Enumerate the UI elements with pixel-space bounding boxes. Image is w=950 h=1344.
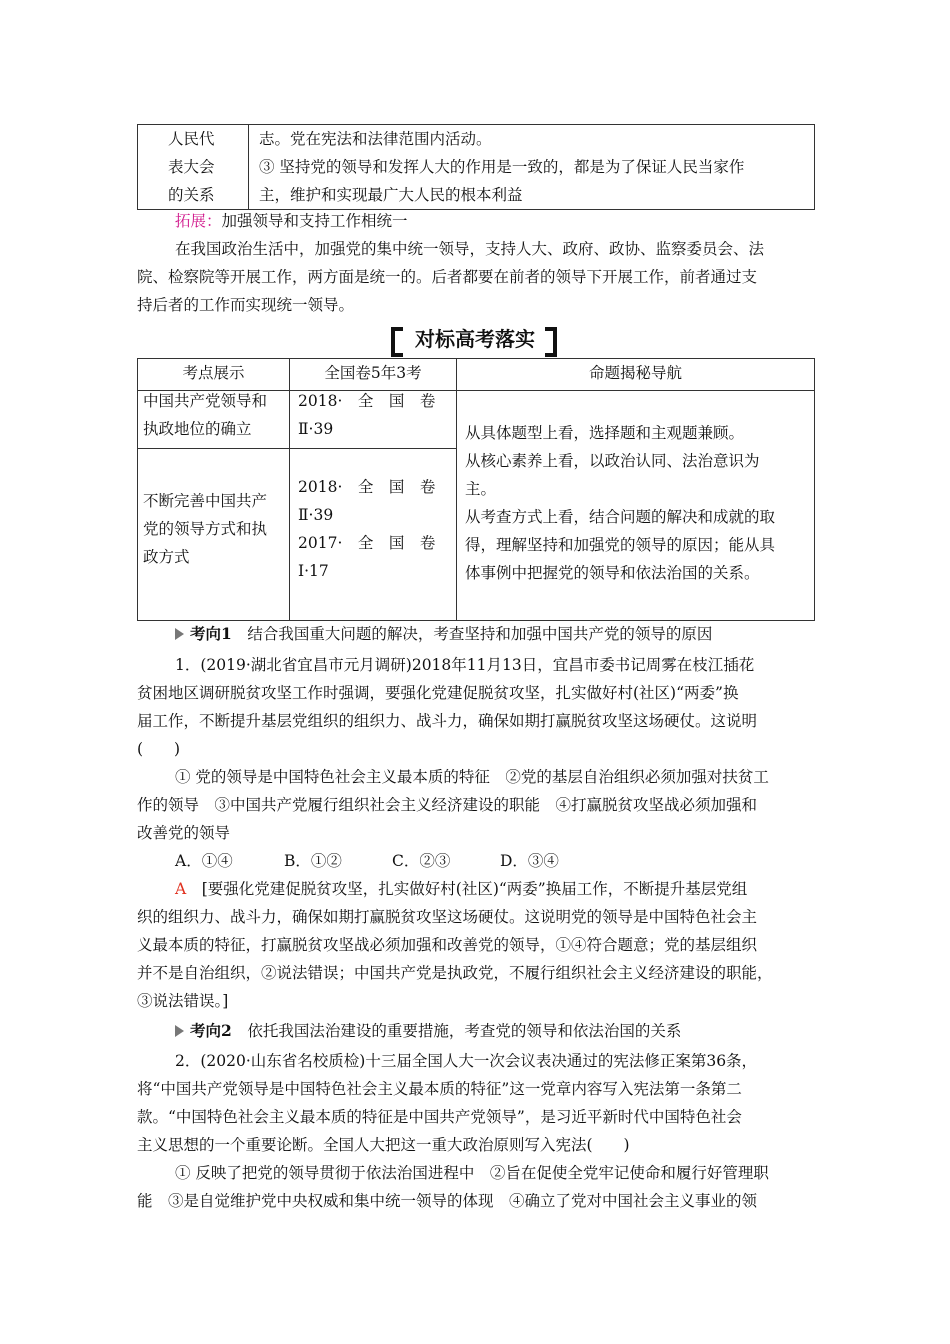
q1-choice-b: B．①② bbox=[284, 852, 342, 870]
row2-topic-line: 不断完善中国共产 bbox=[143, 492, 268, 510]
guide-line: 主。 bbox=[465, 480, 497, 498]
q1-option-line: ① 党的领导是中国特色社会主义最本质的特征 ②党的基层自治组织必须加强对扶贫工 bbox=[175, 768, 769, 786]
row2-exam-line: Ⅱ·39 bbox=[298, 506, 334, 524]
row2-topic-cell bbox=[138, 449, 290, 621]
guide-line: 从考查方式上看，结合问题的解决和成就的取 bbox=[465, 508, 776, 526]
direction1-text: 结合我国重大问题的解决，考查坚持和加强中国共产党的领导的原因 bbox=[247, 625, 713, 643]
q1-explain-first bbox=[175, 875, 855, 903]
left-cell-line: 表大会 bbox=[168, 158, 215, 176]
row1-topic-line: 中国共产党领导和 bbox=[143, 392, 268, 410]
guide-line: 体事例中把握党的领导和依法治国的关系。 bbox=[465, 564, 760, 582]
q2-line: 2．(2020·山东省名校质检)十三届全国人大一次会议表决通过的宪法修正案第36条， bbox=[175, 1052, 758, 1070]
right-cell-line: 志。党在宪法和法律范围内活动。 bbox=[259, 130, 492, 148]
row1-topic-cell bbox=[138, 391, 290, 449]
q1-choice-d: D．③④ bbox=[500, 852, 559, 870]
expand-line: 院、检察院等开展工作，两方面是统一的。后者都要在前者的领导下开展工作，前者通过支 bbox=[137, 268, 758, 286]
q1-explain-line: ③说法错误。] bbox=[137, 992, 229, 1010]
q1-answer: A bbox=[175, 880, 187, 898]
row2-exam-cell bbox=[290, 449, 457, 621]
q1-explain-line: 并不是自治组织，②说法错误；中国共产党是执政党，不履行组织社会主义经济建设的职能， bbox=[137, 964, 773, 982]
exam-table bbox=[137, 358, 815, 621]
direction2-line bbox=[175, 1017, 855, 1045]
q1-option-line: 改善党的领导 bbox=[137, 824, 231, 842]
row2-topic-line: 党的领导方式和执 bbox=[143, 520, 268, 538]
q1-option-line: 作的领导 ③中国共产党履行组织社会主义经济建设的职能 ④打赢脱贫攻坚战必须加强和 bbox=[137, 796, 758, 814]
row1-topic-line: 执政地位的确立 bbox=[143, 420, 252, 438]
row2-topic-line: 政方式 bbox=[143, 548, 190, 566]
section-title: 对标高考落实 bbox=[415, 327, 535, 351]
q1-explain-line: 织的组织力、战斗力，确保如期打赢脱贫攻坚这场硬仗。这说明党的领导是中国特色社会主 bbox=[137, 908, 758, 926]
q2-option-line: ① 反映了把党的领导贯彻于依法治国进程中 ②旨在促使全党牢记使命和履行好管理职 bbox=[175, 1164, 769, 1182]
triangle-icon bbox=[175, 628, 184, 640]
row1-exam-line: 2018· 全 国 卷 bbox=[298, 392, 436, 410]
q1-choice-c: C．②③ bbox=[392, 852, 451, 870]
guide-line: 从具体题型上看，选择题和主观题兼顾。 bbox=[465, 424, 745, 442]
expand-line: 持后者的工作而实现统一领导。 bbox=[137, 296, 355, 314]
right-cell-line: 主，维护和实现最广大人民的根本利益 bbox=[259, 186, 523, 204]
expand-label: 拓展： bbox=[175, 212, 222, 230]
q2-option-line: 能 ③是自觉维护党中央权威和集中统一领导的体现 ④确立了党对中国社会主义事业的领 bbox=[137, 1192, 758, 1210]
guide-line: 从核心素养上看，以政治认同、法治意识为 bbox=[465, 452, 760, 470]
guide-cell bbox=[457, 391, 815, 621]
q2-line: 主义思想的一个重要论断。全国人大把这一重大政治原则写入宪法( ) bbox=[137, 1136, 630, 1154]
direction1-line bbox=[175, 620, 855, 648]
q1-explain-text: [要强化党建促脱贫攻坚，扎实做好村(社区)“两委”换届工作，不断提升基层党组 bbox=[201, 880, 748, 898]
section-title-box bbox=[385, 322, 565, 356]
row2-exam-line: 2018· 全 国 卷 bbox=[298, 478, 436, 496]
q1-choice-a: A．①④ bbox=[175, 852, 233, 870]
exam-header-cell: 命题揭秘导航 bbox=[457, 359, 815, 391]
direction1-label: 考向1 bbox=[190, 624, 232, 643]
direction2-text: 依托我国法治建设的重要措施，考查党的领导和依法治国的关系 bbox=[247, 1022, 682, 1040]
left-cell-line: 的关系 bbox=[168, 186, 215, 204]
triangle-icon bbox=[175, 1025, 184, 1037]
row1-exam-line: Ⅱ·39 bbox=[298, 420, 334, 438]
row2-exam-line: 2017· 全 国 卷 bbox=[298, 534, 436, 552]
top-table-right-cell bbox=[249, 125, 815, 210]
right-bracket-icon bbox=[545, 327, 557, 357]
top-table bbox=[137, 124, 815, 210]
q1-line: 1．(2019·湖北省宜昌市元月调研)2018年11月13日，宜昌市委书记周雾在枝江插花 bbox=[175, 656, 755, 674]
expand-heading bbox=[175, 207, 855, 235]
top-table-left-cell bbox=[138, 125, 249, 210]
exam-header-cell: 全国卷5年3考 bbox=[290, 359, 457, 391]
exam-header-cell: 考点展示 bbox=[138, 359, 290, 391]
expand-title: 加强领导和支持工作相统一 bbox=[221, 212, 408, 230]
expand-line: 在我国政治生活中，加强党的集中统一领导，支持人大、政府、政协、监察委员会、法 bbox=[175, 240, 765, 258]
right-cell-line: ③ 坚持党的领导和发挥人大的作用是一致的，都是为了保证人民当家作 bbox=[259, 158, 745, 176]
left-bracket-icon bbox=[391, 327, 403, 357]
left-cell-line: 人民代 bbox=[168, 130, 215, 148]
q1-explain-line: 义最本质的特征，打赢脱贫攻坚战必须加强和改善党的领导，①④符合题意；党的基层组织 bbox=[137, 936, 758, 954]
row1-exam-cell bbox=[290, 391, 457, 449]
q1-line: ( ) bbox=[137, 740, 181, 758]
q2-line: 款。“中国特色社会主义最本质的特征是中国共产党领导”，是习近平新时代中国特色社会 bbox=[137, 1108, 742, 1126]
row2-exam-line: Ⅰ·17 bbox=[298, 562, 329, 580]
guide-line: 得，理解坚持和加强党的领导的原因；能从具 bbox=[465, 536, 776, 554]
q2-line: 将“中国共产党领导是中国特色社会主义最本质的特征”这一党章内容写入宪法第一条第二 bbox=[137, 1080, 742, 1098]
direction2-label: 考向2 bbox=[190, 1021, 232, 1040]
q1-line: 贫困地区调研脱贫攻坚工作时强调，要强化党建促脱贫攻坚，扎实做好村(社区)“两委”换 bbox=[137, 684, 739, 702]
q1-line: 届工作，不断提升基层党组织的组织力、战斗力，确保如期打赢脱贫攻坚这场硬仗。这说明 bbox=[137, 712, 758, 730]
